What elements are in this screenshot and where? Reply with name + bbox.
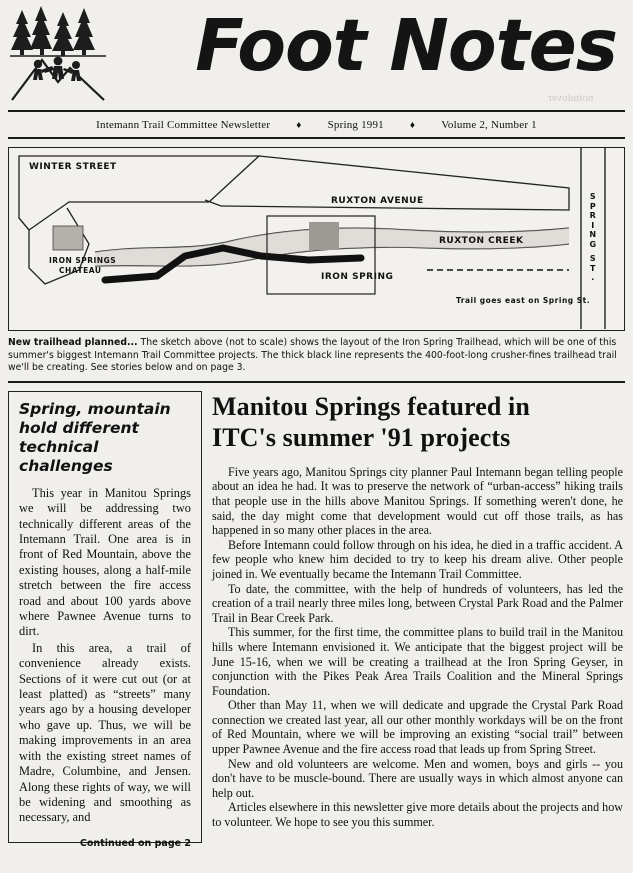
dateline-volume: Volume 2, Number 1 xyxy=(441,119,537,131)
body-columns xyxy=(8,391,625,849)
map-label-iron-spring: IRON SPRING xyxy=(321,272,394,282)
article-paragraph: Articles elsewhere in this newsletter give more details about the projects and how to volunteer. We hope to see you this summer. xyxy=(212,800,623,830)
article-paragraph: This summer, for the first time, the committee plans to build trail in the Manitou hills where Intemann envisioned it. We anticipate that the biggest project will be June 15-16, when we will be creating a trailhead at the Iron Spring Geyser, in conjunction with the Pikes Peak Area Trails Coalition and the Mineral Springs Foundation. xyxy=(212,625,623,698)
map-label-trail-east: Trail goes east on Spring St. xyxy=(456,296,591,305)
article-headline-line1: Manitou Springs featured in xyxy=(212,391,530,421)
sidebar-article xyxy=(8,391,202,849)
diamond-icon: ♦ xyxy=(296,119,302,131)
diamond-icon: ♦ xyxy=(409,119,416,131)
article-paragraph: Five years ago, Manitou Springs city planner Paul Intemann began telling people about an idea he had. It was to preserve the network of “urban-access” hiking trails that people use in the hills above Manitou Springs. If something weren't done, he said, the day might come that development would cut off those trails, as has happened in so many other places in the area. xyxy=(212,464,623,538)
main-article xyxy=(212,391,625,843)
map-label-spring-st: S P R I N G S T . xyxy=(589,192,597,282)
publication-title: Foot Notes xyxy=(195,4,617,87)
article-paragraph: Other than May 11, when we will dedicate and upgrade the Crystal Park Road connection we created last year, all our other monthly workdays will be on the front of Red Mountain, where we will be improving an existing “social trail” between upper Pawnee Avenue and the fire access road that leads up from Spring Street. xyxy=(212,698,623,757)
map-label-ruxton-creek: RUXTON CREEK xyxy=(439,236,524,246)
dateline xyxy=(8,112,625,139)
article-paragraph: New and old volunteers are welcome. Men and women, boys and girls -- you don't have to be muscle-bound. There are usually ways in which almost anyone can help out. xyxy=(212,756,623,800)
continued-note: Continued on page 2 xyxy=(79,837,191,849)
article-paragraph: Before Intemann could follow through on his idea, he died in a traffic accident. A few people who knew him decided to try to keep his dream alive. Other people joined in. We eventually became the Intemann Trail Committee. xyxy=(212,537,623,581)
map-caption-text: The sketch above (not to scale) shows the layout of the Iron Spring Trailhead, which will be one of this summer's biggest Intemann Trail Committee projects. The thick black line represents the 400-foot-long crusher-fines trailhead trail we'll be creating. See stories below and on page 3. xyxy=(8,337,617,374)
map-label-winter-street: WINTER STREET xyxy=(29,162,117,172)
sidebar-paragraph: This year in Manitou Springs we will be addressing two technically different areas of the Intemann Trail. One area is in front of Red Mountain, above the existing houses, along a half-mile stretch between the fire access road and about 100 yards above where Pawnee Avenue turns to dirt. xyxy=(19,485,191,639)
sidebar-body xyxy=(19,486,191,826)
map-label-ruxton-avenue: RUXTON AVENUE xyxy=(331,196,424,206)
dateline-issue-date: Spring 1991 xyxy=(327,119,384,131)
masthead xyxy=(0,0,633,108)
masthead-title-wrap xyxy=(108,4,623,88)
sidebar-paragraph: In this area, a trail of convenience already exists. Sections of it were cut out (or at least platted) as “streets” many years ago by a housing developer who gave up. Thus, we will be making improvements in an area with the existing street names of Madre, Columbine, and Jensen. Along these rights of way, we will be widening and smoothing as necessary, and xyxy=(19,640,191,825)
map-caption xyxy=(8,337,625,383)
article-headline xyxy=(212,391,623,453)
trailhead-map xyxy=(8,147,625,331)
article-headline-line2: ITC's summer '91 projects xyxy=(212,422,511,452)
hikers-under-trees-logo xyxy=(8,4,108,104)
sidebar-heading: Spring, mountain hold different technical challenges xyxy=(19,399,171,475)
article-body xyxy=(212,465,623,830)
map-label-chateau-line2: CHATEAU xyxy=(59,266,102,275)
dateline-publication: Intemann Trail Committee Newsletter xyxy=(96,119,271,131)
article-paragraph: To date, the committee, with the help of hundreds of volunteers, has led the creation of a trail nearly three miles long, between Crystal Park Road and the Palmer Trail in Bear Creek Park. xyxy=(212,581,623,625)
map-label-chateau-line1: IRON SPRINGS xyxy=(49,256,117,265)
map-caption-lead: New trailhead planned... xyxy=(8,337,138,348)
bleed-through-text: noitulover xyxy=(547,92,593,104)
